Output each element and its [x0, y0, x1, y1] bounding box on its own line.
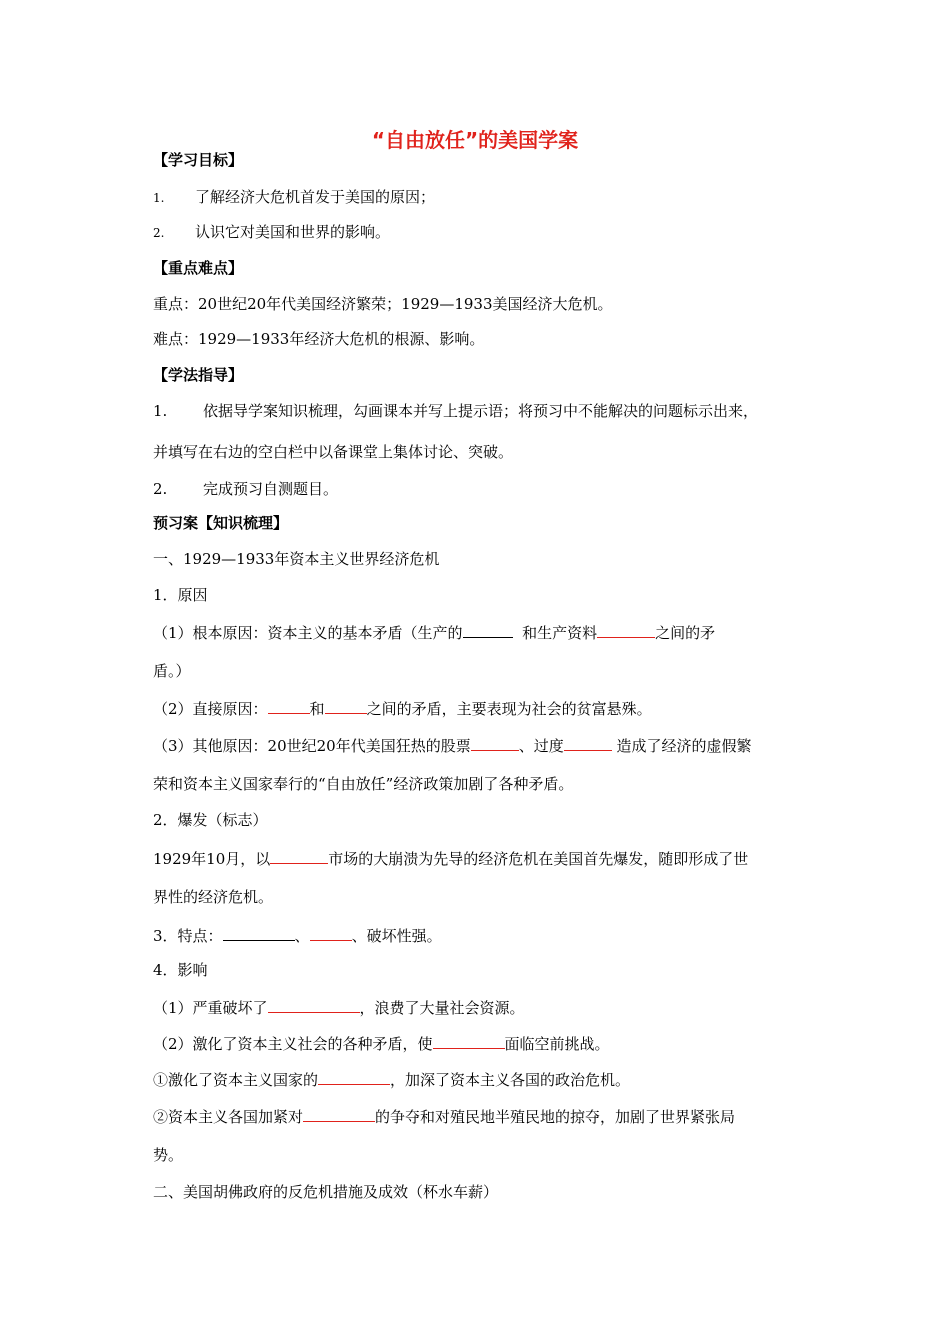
cause-3-line: [153, 734, 752, 756]
cause-1-text: 和生产资料: [522, 624, 598, 642]
fill-blank[interactable]: [268, 697, 310, 714]
impact-2-line: [153, 1032, 610, 1054]
preview-heading: 预习案【知识梳理】: [153, 514, 289, 532]
key-point-text: 重点：20世纪20年代美国经济繁荣；1929—1933美国经济大危机。: [153, 295, 613, 313]
list-number: 2.: [153, 480, 168, 498]
list-number: 1.: [153, 402, 168, 420]
fill-blank[interactable]: [463, 621, 513, 638]
fill-blank[interactable]: [223, 924, 295, 941]
outbreak-heading: 2．爆发（标志）: [153, 811, 268, 829]
cause-1-text: 之间的矛: [655, 624, 716, 642]
impact-text: ①激化了资本主义国家的: [153, 1071, 319, 1089]
fill-blank[interactable]: [310, 924, 352, 941]
outbreak-text: 1929年10月，以: [153, 850, 271, 868]
cause-3-text: 造成了经济的虚假繁: [616, 737, 752, 755]
objective-item-2: [153, 222, 390, 243]
cause-2-text: 和: [309, 700, 325, 718]
method-text: 依据导学案知识梳理，勾画课本并写上提示语；将预习中不能解决的问题标示出来，: [203, 402, 759, 420]
cause-2-text: （2）直接原因：: [153, 700, 268, 718]
impact-text: （2）激化了资本主义社会的各种矛盾，使: [153, 1035, 433, 1053]
impact-text: （1）严重破坏了: [153, 999, 268, 1017]
difficult-point-text: 难点：1929—1933年经济大危机的根源、影响。: [153, 330, 485, 348]
impact-3-line: [153, 1068, 630, 1090]
page-title: “自由放任”的美国学案: [371, 128, 579, 152]
impact-text: ，浪费了大量社会资源。: [359, 999, 525, 1017]
cause-2-text: 之间的矛盾，主要表现为社会的贫富悬殊。: [366, 700, 652, 718]
objective-text: 了解经济大危机首发于美国的原因；: [195, 188, 436, 206]
fill-blank[interactable]: [433, 1032, 505, 1049]
fill-blank[interactable]: [471, 734, 519, 751]
cause-3-text: （3）其他原因：20世纪20年代美国狂热的股票: [153, 737, 471, 755]
fill-blank[interactable]: [303, 1105, 375, 1122]
features-text: 、: [294, 927, 310, 945]
impact-1-line: [153, 996, 525, 1018]
cause-3-text: 、过度: [518, 737, 564, 755]
cause-3-continued: 荣和资本主义国家奉行的“自由放任”经济政策加剧了各种矛盾。: [153, 775, 574, 793]
key-points-heading: 【重点难点】: [153, 259, 244, 277]
features-text: 、破坏性强。: [351, 927, 442, 945]
cause-2-line: [153, 697, 652, 719]
impact-4-continued: 势。: [153, 1146, 184, 1164]
list-number: 2.: [153, 226, 165, 240]
fill-blank[interactable]: [318, 1068, 390, 1085]
impact-text: ，加深了资本主义各国的政治危机。: [390, 1071, 631, 1089]
method-item-2: [153, 479, 338, 499]
impact-heading: 4．影响: [153, 961, 208, 979]
fill-blank[interactable]: [270, 847, 328, 864]
cause-1-text: （1）根本原因：资本主义的基本矛盾（生产的: [153, 624, 463, 642]
objective-item-1: [153, 187, 435, 208]
features-text: 3．特点：: [153, 927, 223, 945]
outbreak-text: 市场的大崩溃为先导的经济危机在美国首先爆发，随即形成了世: [328, 850, 749, 868]
fill-blank[interactable]: [325, 697, 367, 714]
impact-text: 的争夺和对殖民地半殖民地的掠夺，加剧了世界紧张局: [375, 1108, 736, 1126]
impact-4-line: [153, 1105, 735, 1127]
section-2-title: 二、美国胡佛政府的反危机措施及成效（杯水车薪）: [153, 1183, 499, 1201]
list-number: 1.: [153, 191, 165, 205]
fill-blank[interactable]: [268, 996, 360, 1013]
impact-text: ②资本主义各国加紧对: [153, 1108, 304, 1126]
method-text: 完成预习自测题目。: [203, 480, 339, 498]
objective-text: 认识它对美国和世界的影响。: [195, 223, 391, 241]
cause-heading: 1．原因: [153, 586, 208, 604]
method-item-1: [153, 401, 758, 421]
cause-1-line: [153, 621, 715, 643]
objectives-heading: 【学习目标】: [153, 151, 244, 169]
section-1-title: 一、1929—1933年资本主义世界经济危机: [153, 550, 440, 568]
method-item-1-continued: 并填写在右边的空白栏中以备课堂上集体讨论、突破。: [153, 443, 514, 461]
method-heading: 【学法指导】: [153, 366, 244, 384]
outbreak-continued: 界性的经济危机。: [153, 888, 274, 906]
outbreak-line: [153, 847, 748, 869]
impact-text: 面临空前挑战。: [504, 1035, 610, 1053]
cause-1-continued: 盾。）: [153, 662, 191, 680]
fill-blank[interactable]: [564, 734, 612, 751]
features-line: [153, 924, 442, 946]
fill-blank[interactable]: [597, 621, 655, 638]
